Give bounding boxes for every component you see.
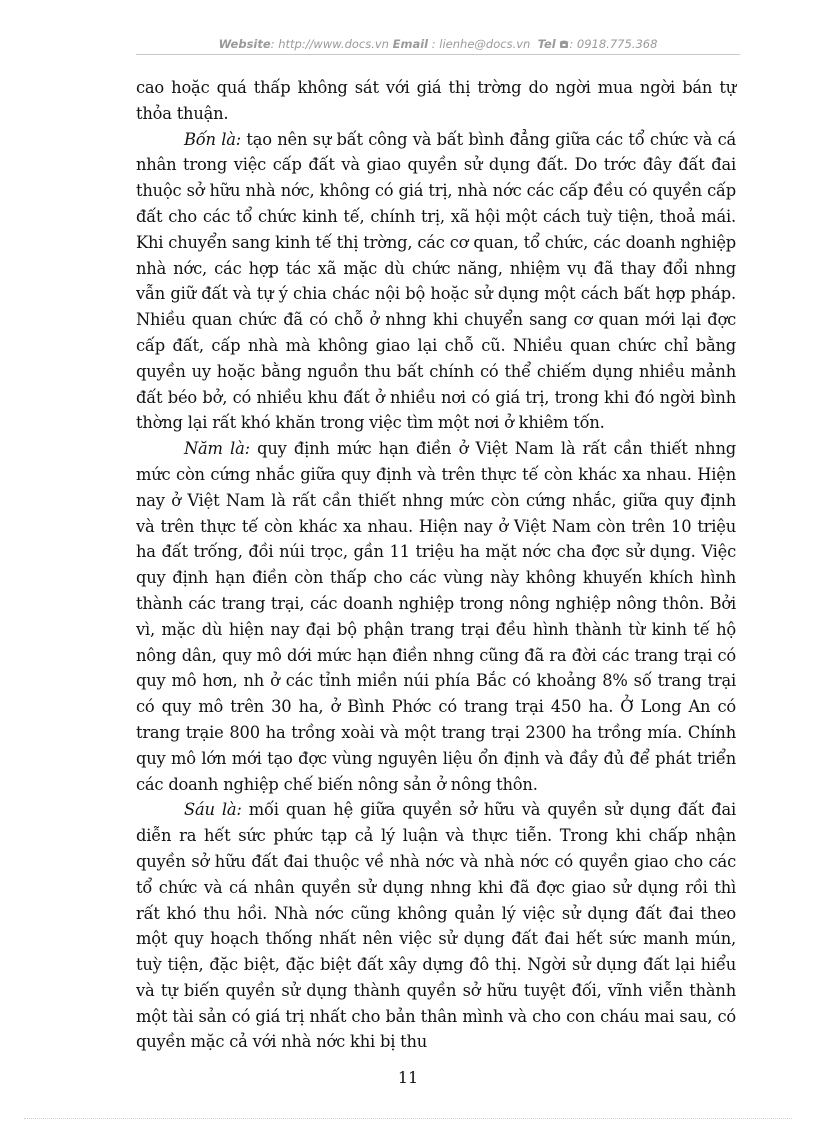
page-header (136, 37, 740, 51)
paragraph-lead: Sáu là: (184, 800, 242, 820)
paragraph-text: tạo nên sự bất công và bất bình đẳng giữa các tổ chức và cá nhân trong việc cấp đất và giao quyền sử dụng đất. Do trớc đây đất đai thuộc sở hữu nhà nớc, không có giá trị, nhà nớc các cấp đều có quyền cấp đất cho các tổ chức kinh tế, chính trị, xã hội một cách tuỳ tiện, thoả mái. Khi chuyển sang kinh tế thị trờng, các cơ quan, tổ chức, các doanh nghiệp nhà nớc, các hợp tác xã mặc dù chức năng, nhiệm vụ đã thay đổi nhng vẫn giữ đất và tự ý chia chác nội bộ hoặc sử dụng một cách bất hợp pháp. Nhiều quan chức đã có chỗ ở nhng khi chuyển sang cơ quan mới lại đợc cấp đất, cấp nhà mà không giao lại chỗ cũ. Nhiều quan chức chỉ bằng quyền uy hoặc bằng nguồn thu bất chính có thể chiếm dụng nhiều mảnh đất béo bở, có nhiều khu đất ở nhiều nơi có giá trị, trong khi đó ngời bình thờng lại rất khó khăn trong việc tìm một nơi ở khiêm tốn. (136, 129, 736, 433)
paragraph-sau-la (136, 797, 736, 1055)
page-number: 11 (397, 1068, 419, 1087)
email-value: : lienhe@docs.vn (428, 37, 531, 51)
paragraph-bon-la (136, 127, 736, 437)
paragraph-continued (136, 75, 736, 127)
email-label: Email (392, 37, 429, 51)
header-divider (136, 54, 740, 55)
paragraph-lead: Năm là: (184, 439, 250, 459)
website-value: : http://www.docs.vn (270, 37, 389, 51)
phone-icon (559, 37, 569, 51)
tel-value: : 0918.775.368 (569, 37, 658, 51)
paragraph-text: cao hoặc quá thấp không sát với giá thị trờng do ngời mua ngời bán tự thỏa thuận. (136, 78, 736, 123)
paragraph-nam-la (136, 436, 736, 797)
tel-label: Tel (537, 37, 556, 51)
paragraph-text: quy định mức hạn điền ở Việt Nam là rất cần thiết nhng mức còn cứng nhắc giữa quy định và trên thực tế còn khác xa nhau. Hiện nay ở Việt Nam là rất cần thiết nhng mức còn cứng nhắc, giữa quy định và trên thực tế còn khác xa nhau. Hiện nay ở Việt Nam còn trên 10 triệu ha đất trống, đồi núi trọc, gần 11 triệu ha mặt nớc cha đợc sử dụng. Việc quy định hạn điền còn thấp cho các vùng này không khuyến khích hình thành các trang trại, các doanh nghiệp trong nông nghiệp nông thôn. Bởi vì, mặc dù hiện nay đại bộ phận trang trại đều hình thành từ kinh tế hộ nông dân, quy mô dới mức hạn điền nhng cũng đã ra đời các trang trại có quy mô hơn, nh ở các tỉnh miền núi phía Bắc có khoảng 8% số trang trại có quy mô trên 30 ha, ở Bình Phớc có trang trại 450 ha. Ở Long An có trang trạie 800 ha trồng xoài và một trang trại 2300 ha trồng mía. Chính quy mô lớn mới tạo đợc vùng nguyên liệu ổn định và đầy đủ để phát triển các doanh nghiệp chế biến nông sản ở nông thôn. (136, 439, 736, 794)
document-body (136, 75, 736, 1055)
paragraph-lead: Bốn là: (184, 129, 242, 149)
website-label: Website (218, 37, 271, 51)
paragraph-text: mối quan hệ giữa quyền sở hữu và quyền sử dụng đất đai diễn ra hết sức phức tạp cả lý luận và thực tiễn. Trong khi chấp nhận quyền sở hữu đất đai thuộc về nhà nớc và nhà nớc có quyền giao cho các tổ chức và cá nhân quyền sử dụng nhng khi đã đợc giao sử dụng rồi thì rất khó thu hồi. Nhà nớc cũng không quản lý việc sử dụng đất đai theo một quy hoạch thống nhất nên việc sử dụng đất đai hết sức manh mún, tuỳ tiện, đặc biệt, đặc biệt đất xây dựng đô thị. Ngời sử dụng đất lại hiểu và tự biến quyền sử dụng thành quyền sở hữu tuyệt đối, vĩnh viễn thành một tài sản có giá trị nhất cho bản thân mình và cho con cháu mai sau, có quyền mặc cả với nhà nớc khi bị thu (136, 800, 736, 1052)
footer-divider (24, 1118, 792, 1119)
